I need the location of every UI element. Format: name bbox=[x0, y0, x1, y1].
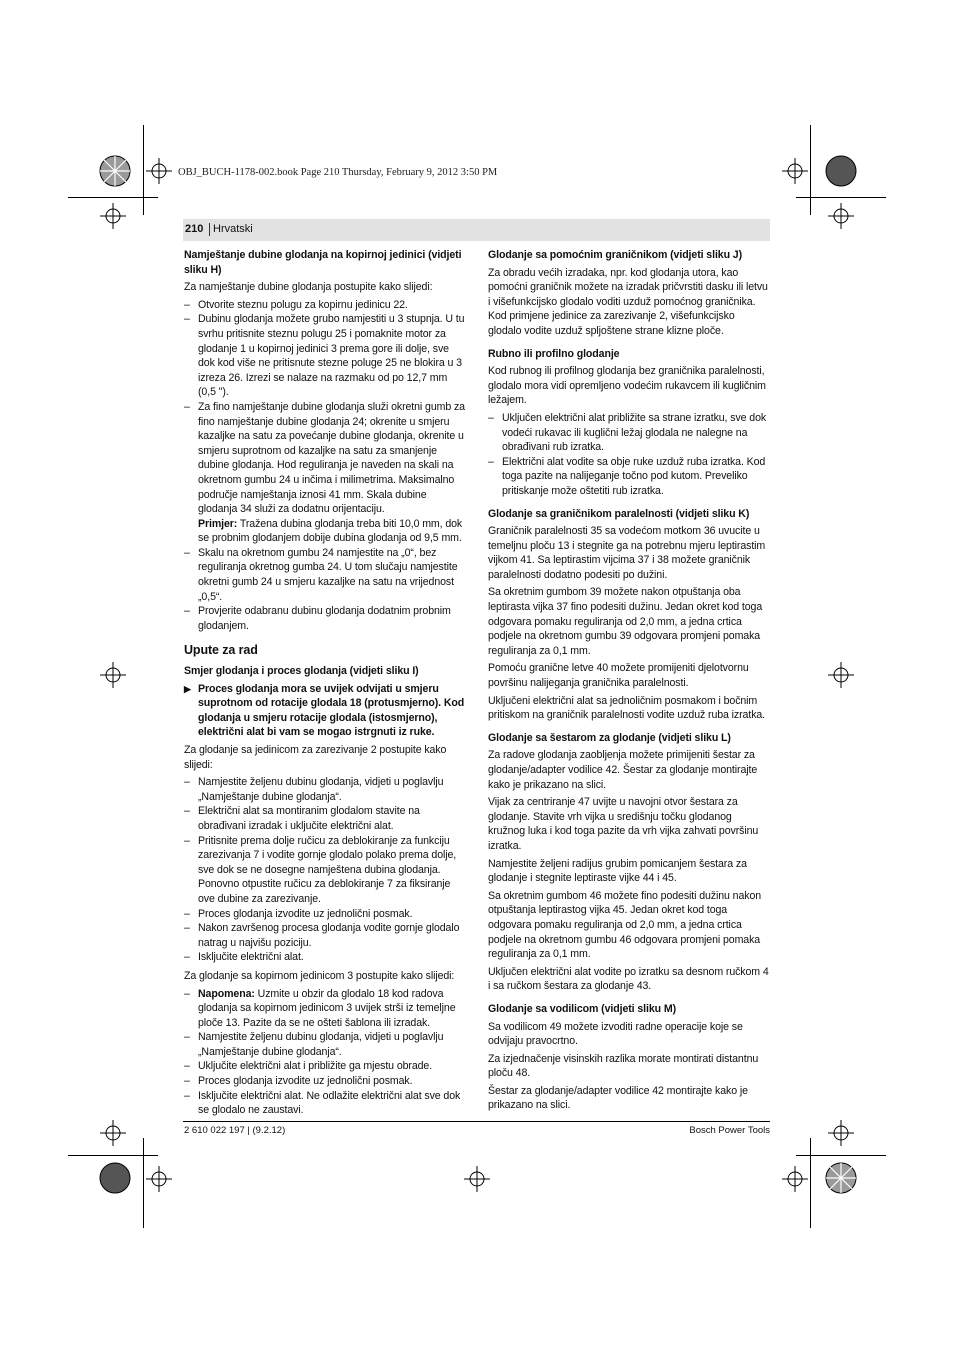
crosshair-icon bbox=[146, 158, 172, 184]
list-item: – Pritisnite prema dolje ručicu za deblokiranje za funkciju zarezivanja 7 i vodite gornje glodalo polako prema dolje, sve dok se ne dosegne namještena dubina glodanja. Ponovno otpustite ručicu za deblokiranje 7 za fiksiranje ove dubine za zarezivanje. bbox=[184, 834, 466, 907]
crop-mark bbox=[810, 1138, 811, 1228]
list-item: – Uključen električni alat približite sa strane izratku, sve dok vodeći rukavac ili kuglični ležaj glodala ne nalegne na obrađivani rub izratka. bbox=[488, 411, 770, 455]
paragraph: Sa vodilicom 49 možete izvoditi radne operacije koje se odvijaju pravocrtno. bbox=[488, 1020, 743, 1048]
paragraph: Za obradu većih izradaka, npr. kod glodanja utora, kao pomoćni graničnik možete na izradak pričvrstiti dasku ili letvu i višefunkcijsko glodalo voditi uzduž pomoćnog graničnika. Kod primjene jedinice za zarezivanje 2, višefunkcijsko glodalo vodite uzduž spljoštene strane klizne ploče. bbox=[488, 266, 768, 337]
list-item: – Električni alat vodite sa obje ruke uzduž ruba izratka. Kod toga pazite na nalijeganje točno pod kutom. Preveliko pritiskanje može oštetiti rub izratka. bbox=[488, 455, 770, 499]
section-title: Namještanje dubine glodanja na kopirnoj jedinici (vidjeti sliku H) bbox=[184, 249, 462, 276]
note-label: Napomena: bbox=[198, 987, 255, 1000]
registration-target-icon bbox=[824, 154, 858, 188]
list-item: – Uključite električni alat i približite ga mjestu obrade. bbox=[184, 1059, 466, 1074]
crosshair-icon bbox=[782, 1166, 808, 1192]
example-label: Primjer: bbox=[198, 517, 238, 530]
step-list bbox=[488, 411, 770, 499]
crosshair-icon bbox=[782, 158, 808, 184]
paragraph: Sa okretnim gumbom 39 možete nakon otpuštanja oba leptirasta vijka 37 fino podesiti dužinu. Jedan okret kod toga odgovara pomaku reguliranja od 2,0 mm, a jedna crtica podjele na okretnom gumbu 39 odgovara promjeni pomaka reguliranja za 0,1 mm. bbox=[488, 586, 763, 657]
example-item bbox=[184, 517, 466, 546]
list-item: – Skalu na okretnom gumbu 24 namjestite na „0“, bez reguliranja okretnog gumba 24. U tom slučaju namjestite okretni gumb 24 u smjeru kazaljke na satu na vrijednost „0,5“. bbox=[184, 546, 466, 604]
paragraph: Za glodanje sa jedinicom za zarezivanje 2 postupite kako slijedi: bbox=[184, 744, 447, 771]
paragraph: Kod rubnog ili profilnog glodanja bez graničnika paralelnosti, glodalo mora vidi opremljeno vodećim rukavcem ili kugličnim ležajem. bbox=[488, 365, 766, 407]
crop-mark bbox=[143, 1138, 144, 1228]
crop-mark bbox=[68, 197, 158, 198]
list-item: – Električni alat sa montiranim glodalom stavite na obrađivani izradak i uključite električni alat. bbox=[184, 804, 466, 833]
header-divider bbox=[209, 223, 210, 236]
list-item: – Za fino namještanje dubine glodanja služi okretni gumb za fino namještanje dubine glodanja 24; okrenite u smjeru kazaljke na satu za povećanje dubine glodanja, okrenite u smjeru suprotnom od kazaljke na satu za smanjenje dubine glodanja. Hod reguliranja je naveden na skali na okretnom gumbu 24 u inčima i milimetrima. Maksimalno područje namještanja iznosi 41 mm. Skala dubine glodanja 34 služi za dodatnu orijentaciju. bbox=[184, 400, 466, 517]
section-title: Glodanje sa graničnikom paralelnosti (vidjeti sliku K) bbox=[488, 507, 750, 520]
warning-text: Proces glodanja mora se uvijek odvijati u smjeru suprotnom od rotacije glodala 18 (protusmjerno). Kod glodanja u smjeru rotacije glodala (istosmjerno), električni alat bi vam se mogao istrgnuti iz ruke. bbox=[198, 682, 465, 739]
right-column bbox=[488, 248, 770, 1116]
step-list bbox=[184, 775, 466, 965]
crosshair-icon bbox=[464, 1166, 490, 1192]
header-language: Hrvatski bbox=[213, 223, 253, 235]
crosshair-icon bbox=[146, 1166, 172, 1192]
list-item: – Dubinu glodanja možete grubo namjestiti u 3 stupnja. U tu svrhu pritisnite steznu polugu 25 i pomaknite motor za glodanje 1 u kopirnoj jedinici 3 prema gore ili dolje, sve dok kod više ne pritisnute stezne poluge 25 ne blokira u 3 izreza 26. Izrezi se nalaze na razmaku od po 12,7 mm (0,5 "). bbox=[184, 312, 466, 400]
section-title: Smjer glodanja i proces glodanja (vidjeti sliku I) bbox=[184, 665, 419, 678]
paragraph: Za glodanje sa kopirnom jedinicom 3 postupite kako slijedi: bbox=[184, 969, 455, 982]
paragraph: Za izjednačenje visinskih razlika morate montirati distantnu ploču 48. bbox=[488, 1052, 759, 1080]
warning-notice bbox=[184, 682, 466, 740]
page-number: 210 bbox=[185, 223, 204, 235]
list-item: – Otvorite steznu polugu za kopirnu jedinicu 22. bbox=[184, 298, 466, 313]
crosshair-icon bbox=[100, 662, 126, 688]
crosshair-icon bbox=[828, 203, 854, 229]
list-item: – Proces glodanja izvodite uz jednolični posmak. bbox=[184, 907, 466, 922]
paragraph: Uključeni električni alat sa jednoličnim posmakom i bočnim pritiskom na graničnik paralelnosti vodite uzduž ruba izratka. bbox=[488, 694, 766, 722]
crop-mark bbox=[143, 125, 144, 215]
print-slug: OBJ_BUCH-1178-002.book Page 210 Thursday, February 9, 2012 3:50 PM bbox=[178, 167, 498, 178]
paragraph: Uključen električni alat vodite po izratku sa desnom ručkom 4 i sa ručkom šestara za glodanje 43. bbox=[488, 965, 769, 993]
crop-mark bbox=[810, 125, 811, 215]
list-item: – Provjerite odabranu dubinu glodanja dodatnim probnim glodanjem. bbox=[184, 604, 466, 633]
paragraph: Namjestite željeni radijus grubim pomicanjem šestara za glodanje i stegnite leptiraste vijke 44 i 45. bbox=[488, 857, 747, 885]
crosshair-icon bbox=[100, 203, 126, 229]
step-list bbox=[184, 298, 466, 634]
paragraph: Šestar za glodanje/adapter vodilice 42 montirajte kako je prikazano na slici. bbox=[488, 1084, 748, 1112]
section-title: Rubno ili profilno glodanje bbox=[488, 347, 620, 360]
triangle-right-icon: ▶ bbox=[184, 683, 191, 694]
list-item: – Nakon završenog procesa glodanja vodite gornje glodalo natrag u najvišu poziciju. bbox=[184, 921, 466, 950]
section-title: Glodanje sa pomoćnim graničnikom (vidjeti sliku J) bbox=[488, 249, 743, 261]
list-item: – Namjestite željenu dubinu glodanja, vidjeti u poglavlju „Namještanje dubine glodanja“. bbox=[184, 1030, 466, 1059]
crop-mark bbox=[796, 197, 886, 198]
footer-brand: Bosch Power Tools bbox=[689, 1125, 770, 1136]
crosshair-icon bbox=[100, 1120, 126, 1146]
crop-mark bbox=[68, 1155, 158, 1156]
paragraph: Za namještanje dubine glodanja postupite kako slijedi: bbox=[184, 281, 433, 294]
page-header bbox=[183, 219, 770, 241]
registration-target-icon bbox=[824, 1161, 858, 1195]
paragraph: Pomoću granične letve 40 možete promijeniti djelotvornu površinu nalijeganja graničnika paralelnosti. bbox=[488, 662, 749, 690]
list-item: – Namjestite željenu dubinu glodanja, vidjeti u poglavlju „Namještanje dubine glodanja“. bbox=[184, 775, 466, 804]
list-item: – Isključite električni alat. Ne odlažite električni alat sve dok se glodalo ne zaustavi. bbox=[184, 1089, 466, 1118]
crosshair-icon bbox=[828, 1120, 854, 1146]
section-title: Glodanje sa šestarom za glodanje (vidjeti sliku L) bbox=[488, 731, 731, 744]
footer-rule bbox=[183, 1121, 770, 1122]
crosshair-icon bbox=[828, 662, 854, 688]
paragraph: Vijak za centriranje 47 uvijte u navojni otvor šestara za glodanje. Stavite vrh vijka u središnju točku glodanog kružnog luka i kod toga pazite da vrh vijka zahvati površinu izratka. bbox=[488, 796, 759, 852]
section-heading: Upute za rad bbox=[184, 643, 258, 658]
paragraph: Sa okretnim gumbom 46 možete fino podesiti dužinu nakon otpuštanja leptirastog vijka 45. Jedan okret kod toga odgovara pomaku reguliranja od 2,0 mm, a jedna crtica podjele na okretnom gumbu 46 odgovara promjeni pomaka reguliranja za 0,1 mm. bbox=[488, 889, 762, 961]
list-item: – Isključite električni alat. bbox=[184, 950, 466, 965]
paragraph: Graničnik paralelnosti 35 sa vodećom motkom 36 uvucite u temeljnu ploču 13 i stegnite ga na potrebnu mjeru leptirastim vijkom 41. Sa leptirastim vijcima 37 i 38 možete graničnik paralelnosti dodatno podesiti po dužini. bbox=[488, 525, 766, 581]
registration-target-icon bbox=[98, 154, 132, 188]
note-item bbox=[184, 987, 466, 1031]
left-column bbox=[184, 248, 466, 1122]
list-item: – Proces glodanja izvodite uz jednolični posmak. bbox=[184, 1074, 466, 1089]
footer-doc-number: 2 610 022 197 | (9.2.12) bbox=[184, 1125, 286, 1136]
crop-mark bbox=[796, 1155, 886, 1156]
section-title: Glodanje sa vodilicom (vidjeti sliku M) bbox=[488, 1002, 677, 1015]
paragraph: Za radove glodanja zaobljenja možete primijeniti šestar za glodanje/adapter vodilice 42. Šestar za glodanje montirajte kako je prikazano na slici. bbox=[488, 749, 758, 791]
example-text: Tražena dubina glodanja treba biti 10,0 mm, dok se probnim glodanjem dobije dubina glodanja od 9,5 mm. bbox=[198, 517, 463, 545]
registration-target-icon bbox=[98, 1161, 132, 1195]
note-text: Uzmite u obzir da glodalo 18 kod radova glodanja sa kopirnom jedinicom 3 uvijek strši iz temeljne ploče 13. Pazite da se ne ošteti šablona ili izradak. bbox=[198, 987, 456, 1029]
step-list bbox=[184, 987, 466, 1118]
